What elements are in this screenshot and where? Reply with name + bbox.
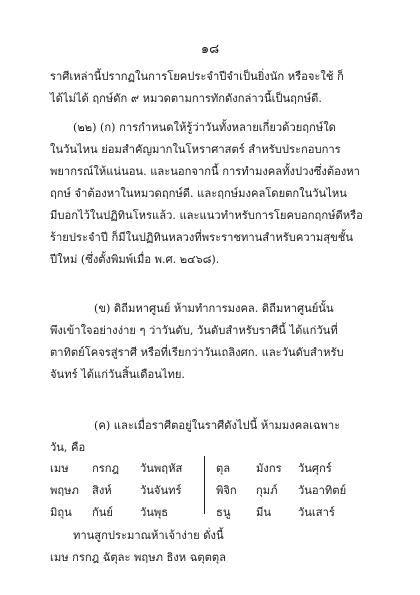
table-cell: ธนู	[216, 506, 231, 519]
body-line: ราศีเหล่านี้ปรากฏในการโยคประจำปีจำเป็นยิ่งนัก หรือจะใช้ ก็	[50, 70, 344, 83]
body-line: พึงเข้าใจอย่างง่าย ๆ ว่าวันดับ, วันดับสำหรับราศีนี้ ได้แก่วันที่	[50, 324, 338, 337]
table-cell: เมษ	[50, 462, 69, 475]
table-cell: ตุล	[216, 462, 231, 475]
table-divider	[204, 456, 205, 514]
body-line: ทานสูกประมาณห้าเจ้าง่าย ดั่งนี้	[73, 529, 224, 542]
body-line: วัน, คือ	[50, 441, 86, 454]
table-cell: พิจิก	[216, 484, 237, 497]
body-line: (ค) และเมื่อราศีตอยู่ในราศีดังไปนี้ ห้ามมงคลเฉพาะ	[94, 419, 341, 432]
table-cell: กรกฎ	[92, 462, 120, 475]
table-cell: สิงห์	[92, 484, 112, 497]
body-line: (ข) ดิถีมหาศูนย์ ห้ามทำการมงคล. ดิถีมหาศูนย์นั้น	[94, 302, 334, 315]
table-cell: มีน	[256, 506, 272, 519]
table-cell: มิถุน	[50, 506, 72, 519]
table-cell: วันพฤหัส	[140, 462, 183, 475]
body-line: ร้ายประจำปี ก็มีในปฏิทินหลวงที่พระราชทานสำหรับความสุขชั้น	[50, 231, 354, 244]
body-line: ในวันไหน ย่อมสำคัญมากในโหราศาสตร์ สำหรับประกอบการ	[50, 143, 341, 156]
body-line: เมษ กรกฎ ฉัตุละ พฤษภ ธิงห ฉตุตตุล	[50, 551, 227, 564]
body-line: ปีใหม่ (ซึ่งตั้งพิมพ์เมื่อ พ.ศ. ๒๔๖๘).	[50, 253, 220, 266]
body-line: (๒๒) (ก) การกำหนดให้รู้ว่าวันทั้งหลายเกี่ยวด้วยฤกษ์ใด	[73, 121, 336, 134]
table-cell: วันอาทิตย์	[298, 484, 347, 497]
body-line: ฤกษ์ จำต้องหาในหมวดฤกษ์ดี. และฤกษ์มงคลโดยตกในวันไหน	[50, 187, 347, 200]
body-line: ได้ไม่ได้ ฤกษ์ดัก ๙ หมวดตามการทักดังกล่าวนี้เป็นฤกษ์ดี.	[50, 92, 322, 105]
table-cell: พฤษภ	[50, 484, 79, 497]
table-cell: มังกร	[256, 462, 282, 475]
table-cell: กุมภ์	[256, 484, 278, 497]
body-line: มีบอกไว้ในปฏิทินโหรแล้ว. และแนวทำหรับการโยคบอกฤกษ์ดีหรือ	[50, 209, 363, 222]
page-number: ๑๘	[200, 42, 220, 57]
table-cell: กันย์	[92, 506, 113, 519]
body-line: จันทร์ ได้แก่วันสิ้นเดือนไทย.	[50, 368, 185, 381]
table-cell: วันพุธ	[140, 506, 169, 519]
table-cell: วันศุกร์	[298, 462, 332, 475]
table-cell: วันจันทร์	[140, 484, 182, 497]
table-cell: วันเสาร์	[298, 506, 335, 519]
body-line: พยากรณ์ให้แน่นอน. และนอกจากนี้ การทำมงคลทั้งปวงซึ่งต้องหา	[50, 165, 360, 178]
body-line: ตาทิตย์โคจรสู่ราศี หรือที่เรียกว่าวันเถลิงศก. และวันดับสำหรับ	[50, 346, 344, 359]
